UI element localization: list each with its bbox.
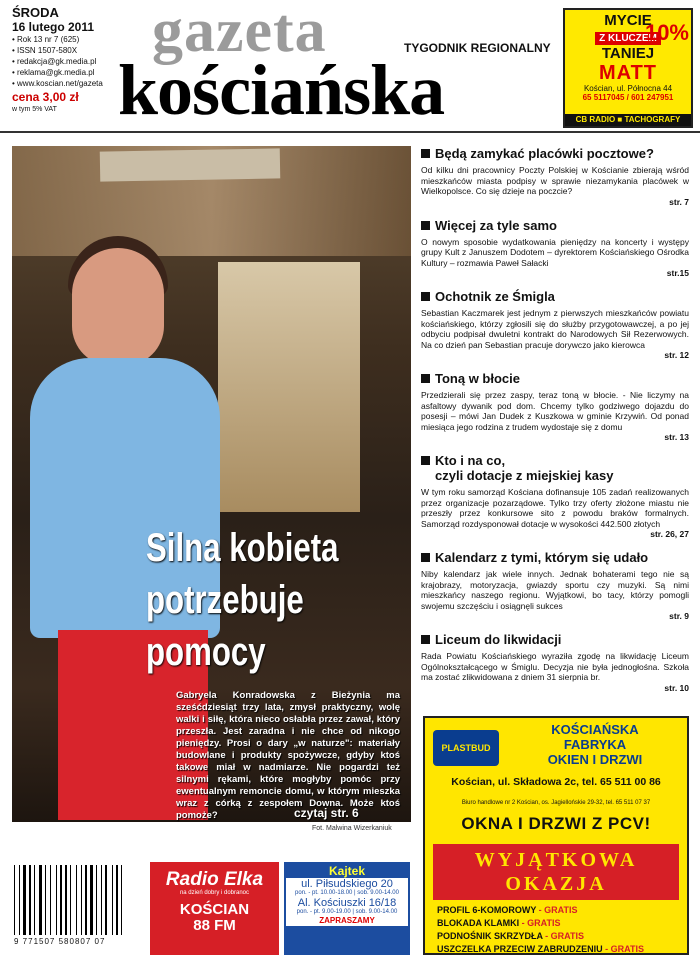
barcode-bar [112,865,113,935]
vat-note: w tym 5% VAT [12,106,57,113]
barcode-bar [72,865,75,935]
barcode-bar [114,865,115,935]
promo-line: OKAZJA [505,873,607,895]
article-page-ref: str. 9 [669,611,689,621]
ad-address: Kościan, ul. Północna 44 [583,84,673,93]
ad-feature-list [437,904,644,956]
photo-box [100,148,280,181]
tagline: TYGODNIK REGIONALNY [404,41,551,55]
ad-radio[interactable] [150,862,279,955]
barcode-bar [19,865,20,935]
article-title: Więcej za tyle samo [421,218,689,233]
ad-title-line: OKIEN I DRZWI [547,752,643,767]
ad-car-wash[interactable] [563,8,693,128]
info-line: • www.koscian.net/gazeta [12,79,103,88]
divider [0,131,700,133]
feature-item: BLOKADA KLAMKI - GRATIS [437,918,561,928]
kajtek-brand: Kajtek [328,864,366,878]
kajtek-hours: pon. - pt. 9.00-19.00 | sob. 9.00-14.00 [286,909,408,916]
article-page-ref: str. 7 [669,196,689,207]
article-text: Od kilku dni pracownicy Poczty Polskiej w Kościanie zbierają wśród mieszkańców miasta podpisy w sprawie niezamykania placówek w Wielkopolsce. Co się dzieje na poczcie? [421,165,689,196]
ad-title-line: KOŚCIAŃSKA [551,722,639,737]
article-text: Rada Powiatu Kościańskiego wyraziła zgodę na likwidację Liceum Ogólnokształcącego w Śmiglu. Decyzja nie była jednogłośna. Szkoła ma zostać zlikwidowana z dniem 31 sierpnia br. [421,651,689,682]
ad-title-line: FABRYKA [563,737,627,752]
article[interactable] [421,453,689,540]
ad-office: Biuro handlowe nr 2 Kościan, os. Jagiellońskie 29-32, tel. 65 511 07 37 [461,800,651,806]
radio-city: KOŚCIAN [179,901,250,918]
article-page-ref: str. 26, 27 [650,529,689,539]
article-page-ref: str.15 [666,268,689,278]
barcode-bar [68,865,69,935]
issue-info [12,6,103,115]
article[interactable] [421,289,689,361]
info-line: • ISSN 1507-580X [12,46,78,55]
barcode-bar [16,865,18,935]
barcode-bar [47,865,49,935]
info-line: • Rok 13 nr 7 (625) [12,35,80,44]
article-text: O nowym sposobie wydatkowania pieniędzy na koncerty i występy grupy Kult z Januszem Dodotem – dyrektorem Kościańskiego Ośrodka Kultury – rozmawia Paweł Sałacki [421,236,689,268]
kajtek-address: ul. Piłsudskiego 20 [286,878,408,890]
barcode-bar [105,865,107,935]
article-text: Sebastian Kaczmarek jest jednym z pierwszych mieszkańców powiatu kościańskiego, którzy zgłosili się do służby przygotowawczej, a po jej odbyciu podpisał dwuletni kontrakt do Narodowych Sił Rezerwowych. Na co dzień pan Sebastian pracuje dorywczo jako kierowca [421,308,689,350]
barcode-bar [36,865,38,935]
barcode-bar [32,865,33,935]
cover-headline [146,522,338,678]
photo-credit: Fot. Malwina Wizerkaniuk [312,825,392,832]
issue-date: 16 lutego 2011 [12,20,95,34]
barcode-bar [96,865,97,935]
article-title: Kalendarz z tymi, którym się udało [421,550,689,565]
barcode-bar [58,865,59,935]
barcode-bar [103,865,104,935]
article[interactable] [421,218,689,280]
photo-face [72,248,164,366]
ad-address: Kościan, ul. Składowa 2c, tel. 65 511 00 86 [451,776,661,788]
ad-promo [433,844,679,900]
barcode-bar [121,865,122,935]
radio-slogan: na dzień dobry i dobranoc [179,890,250,896]
article[interactable] [421,371,689,443]
article-page-ref: str. 13 [664,432,689,442]
issue-day: ŚRODA [12,5,59,20]
barcode-bar [83,865,84,935]
barcode-bar [14,865,15,935]
article-title: Będą zamykać placówki pocztowe? [421,146,689,161]
ad-line: Z KLUCZEM [595,32,661,45]
barcode-bar [85,865,87,935]
barcode-number: 9 771507 580807 07 [14,937,106,946]
barcode-bar [52,865,55,935]
headline-line: potrzebuje [146,578,304,622]
ad-phone: 65 5117045 / 601 247951 [582,93,674,102]
barcode-bar [65,865,67,935]
cover-lead: Gabryela Konradowska z Bieżynia ma sześćdziesiąt trzy lata, zmysł praktyczny, wolę walki i siłę, która nieco osłabła przez zawał, który przeszła. Jest zaradna i nie chce od nikogo pieniędzy. Prosi o dary „w naturze": materiały budowlane i produkty spożywcze, gdyby ktoś takowe miał w nadmiarze. Nie pogardzi też silnymi rękami, które mogłyby pomóc przy ewentualnym remoncie domu, w którym mieszka wraz z córką z zespołem Downa. Może ktoś pomoże? [176,690,400,821]
barcode-bar [34,865,35,935]
feature-item: USZCZELKA PRZECIW ZABRUDZENIU - GRATIS [437,944,644,954]
barcode-bar [76,865,77,935]
radio-name: Radio Elka [165,869,264,890]
barcode-bar [78,865,80,935]
plastbud-logo: PLASTBUD [433,730,499,766]
ad-footer: CB RADIO ■ TACHOGRAFY [565,114,691,126]
barcode-bar [21,865,22,935]
article[interactable] [421,146,689,208]
headline-line: pomocy [146,630,266,674]
barcode-bar [70,865,71,935]
barcode-bar [56,865,57,935]
barcode-bar [43,865,44,935]
news-column [421,146,689,704]
ad-line: TANIEJ [601,45,655,62]
barcode-bar [119,865,120,935]
barcode-bar [98,865,100,935]
barcode-bar [108,865,111,935]
price: cena 3,00 zł [12,90,79,104]
article-title: Toną w błocie [421,371,689,386]
article-title: Liceum do likwidacji [421,632,689,647]
barcode-bar [81,865,82,935]
article-page-ref: str. 10 [664,682,689,693]
feature-item: PROFIL 6-KOMOROWY - GRATIS [437,905,578,915]
ad-kajtek[interactable] [284,862,410,955]
barcode-bar [63,865,64,935]
headline-line: Silna kobieta [146,526,339,570]
ad-title [505,722,685,767]
article-page-ref: str. 12 [664,350,689,360]
barcode-bar [101,865,102,935]
article[interactable] [421,632,689,694]
masthead-title-main: kościańska [118,50,445,130]
article-text: Przedzierali się przez zaspy, teraz toną w błocie. - Nie liczymy na asfaltowy dywanik pod dom. Chcemy tylko godziwego dojazdu do posesji – mówi Jan Dudek z Kuszkowa w gminie Krzywiń. Od ponad miesiąca jego rodzina z trudem wydostaje się z domu [421,390,689,432]
article[interactable] [421,550,689,622]
article-title: Ochotnik ze Śmigla [421,289,689,304]
kajtek-address: Al. Kościuszki 16/18 [286,897,408,909]
barcode-bar [90,865,93,935]
ad-discount: 10% [644,20,689,45]
ad-brand: MATT [598,62,658,84]
kajtek-hours: pon. - pt. 10.00-18.00 | sob. 9.00-14.00 [286,890,408,897]
barcode-bar [88,865,89,935]
ad-slogan: OKNA I DRZWI Z PCV! [461,814,651,833]
info-line: • reklama@gk.media.pl [12,68,95,77]
cover-page-ref[interactable]: czytaj str. 6 [294,806,359,820]
barcode-bar [45,865,46,935]
barcode-bar [27,865,28,935]
info-line: • redakcja@gk.media.pl [12,57,97,66]
radio-frequency: 88 FM [193,917,236,934]
barcode-bar [116,865,118,935]
photo-doorway [218,262,360,512]
ad-windows[interactable] [423,716,689,955]
article-text: Niby kalendarz jak wiele innych. Jednak bohaterami tego nie są krajobrazy, motoryzacja, gwiazdy sportu czy muzyki. Są nimi mieszkańcy naszego regionu. Wyjątkowi, bo tacy, którzy pomogli swojemu szczęściu i osiągnęli sukces [421,569,689,611]
barcode-bar [50,865,51,935]
promo-line: WYJĄTKOWA [474,849,638,871]
masthead-title-top: gazeta [152,0,327,65]
kajtek-slogan: ZAPRASZAMY [286,916,408,926]
barcode-bar [29,865,31,935]
ad-line: MYCIE [604,12,652,29]
barcode [14,865,141,935]
article-text: W tym roku samorząd Kościana dofinansuje 105 zadań realizowanych przez organizacje pozarządowe. Tylko trzy oferty złożone miastu nie przeszły przez konkursowe sito z powodu braków formalnych. Samorząd rozdysponował dotacje w wysokości 442.500 złotych [421,487,689,529]
barcode-bar [39,865,42,935]
feature-item: PODNOŚNIK SKRZYDŁA - GRATIS [437,931,585,941]
article-title: Kto i na co, czyli dotacje z miejskiej kasy [421,453,689,483]
barcode-bar [23,865,26,935]
barcode-bar [94,865,95,935]
barcode-bar [60,865,62,935]
